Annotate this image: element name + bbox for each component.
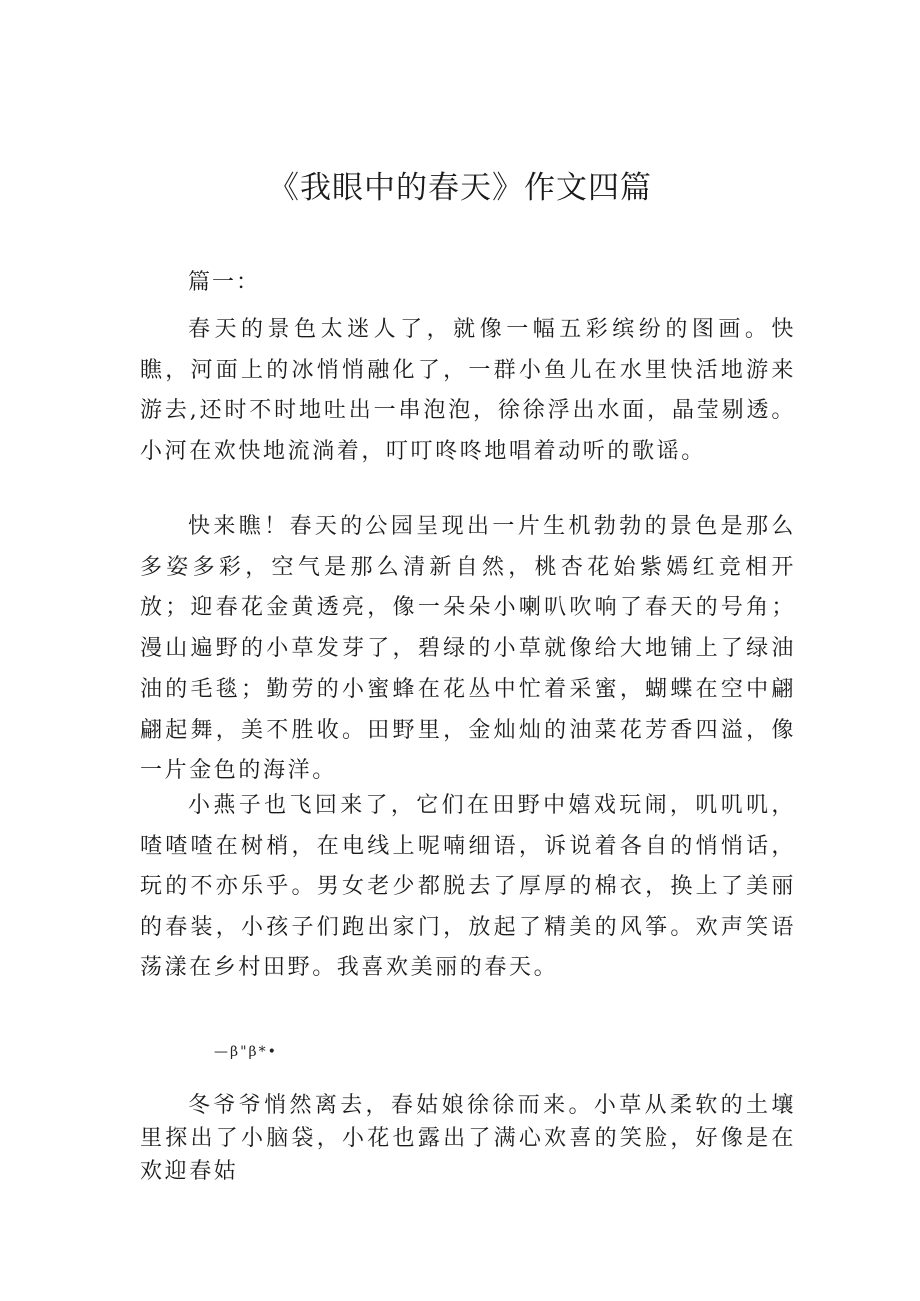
page-title: 《我眼中的春天》作文四篇 — [268, 170, 652, 206]
section-label-2: —β"β*• — [214, 1044, 278, 1060]
paragraph-3: 小燕子也飞回来了，它们在田野中嬉戏玩闹，叽叽叽，喳喳喳在树梢，在电线上呢喃细语，诉说着各自的悄悄话，玩的不亦乐乎。男女老少都脱去了厚厚的棉衣，换上了美丽的春装，小孩子们跑出家门，放起了精美的风筝。欢声笑语荡漾在乡村田野。我喜欢美丽的春天。 — [140, 793, 796, 981]
section-label-1: 篇一： — [188, 270, 261, 295]
paragraph-2: 快来瞧！春天的公园呈现出一片生机勃勃的景色是那么多姿多彩，空气是那么清新自然，桃杏花始紫嫣红竞相开放；迎春花金黄透亮，像一朵朵小喇叭吹响了春天的号角；漫山遍野的小草发芽了，碧绿的小草就像给大地铺上了绿油油的毛毯；勤劳的小蜜蜂在花丛中忙着采蜜，蝴蝶在空中翩翩起舞，美不胜收。田野里，金灿灿的油菜花芳香四溢，像一片金色的海洋。 — [140, 514, 796, 784]
paragraph-1: 春天的景色太迷人了，就像一幅五彩缤纷的图画。快瞧，河面上的冰悄悄融化了，一群小鱼儿在水里快活地游来游去,还时不时地吐出一串泡泡，徐徐浮出水面，晶莹剔透。小河在欢快地流淌着，叮叮咚咚地唱着动听的歌谣。 — [140, 317, 796, 464]
paragraph-4: 冬爷爷悄然离去，春姑娘徐徐而来。小草从柔软的土壤里探出了小脑袋，小花也露出了满心欢喜的笑脸，好像是在欢迎春姑 — [140, 1093, 796, 1184]
